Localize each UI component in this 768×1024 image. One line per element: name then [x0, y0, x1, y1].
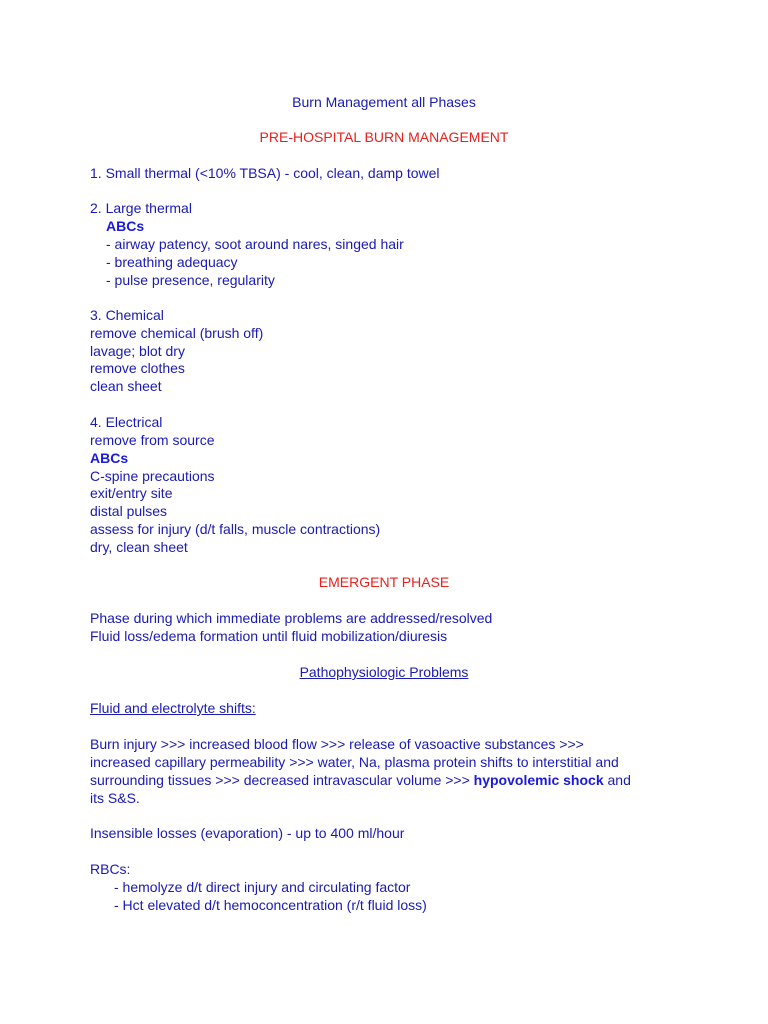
rbc-bullet: - Hct elevated d/t hemoconcentration (r/t fluid loss)	[114, 897, 427, 913]
emergent-heading: EMERGENT PHASE	[318, 574, 450, 590]
document-title: Burn Management all Phases	[292, 94, 476, 110]
item-4-line: remove from source	[90, 432, 215, 448]
rbc-bullet: - hemolyze d/t direct injury and circulating factor	[114, 879, 411, 895]
burn-paragraph-line: increased capillary permeability >>> water, Na, plasma protein shifts to interstitial and	[90, 754, 619, 770]
burn-paragraph-line	[90, 772, 631, 789]
item-3-line: remove clothes	[90, 360, 185, 376]
item-4-line: exit/entry site	[90, 485, 173, 501]
fluid-electrolyte-heading: Fluid and electrolyte shifts:	[90, 700, 256, 716]
item-2-bullet: - airway patency, soot around nares, singed hair	[106, 236, 404, 252]
item-2-abcs: ABCs	[106, 218, 145, 234]
burn-line3-tail: and	[603, 772, 631, 788]
prehospital-item-2-label: 2. Large thermal	[90, 200, 192, 216]
emergent-intro-line: Fluid loss/edema formation until fluid mobilization/diuresis	[90, 628, 448, 644]
emergent-intro-line: Phase during which immediate problems are addressed/resolved	[90, 610, 493, 626]
burn-line3-text: surrounding tissues >>> decreased intravascular volume >>>	[90, 772, 474, 788]
item-3-line: lavage; blot dry	[90, 343, 185, 359]
hypovolemic-shock-term: hypovolemic shock	[473, 772, 604, 788]
rbc-label: RBCs:	[90, 861, 131, 877]
item-4-abcs: ABCs	[90, 450, 129, 466]
item-4-line: distal pulses	[90, 503, 168, 519]
item-2-bullet: - pulse presence, regularity	[106, 272, 275, 288]
item-3-line: remove chemical (brush off)	[90, 325, 264, 341]
item-4-line: dry, clean sheet	[90, 539, 188, 555]
prehospital-item-3-label: 3. Chemical	[90, 307, 164, 323]
prehospital-item-1: 1. Small thermal (<10% TBSA) - cool, clean, damp towel	[90, 165, 440, 181]
prehospital-heading: PRE-HOSPITAL BURN MANAGEMENT	[259, 129, 509, 145]
item-4-line: assess for injury (d/t falls, muscle contractions)	[90, 521, 381, 537]
pathophysiologic-subheading: Pathophysiologic Problems	[299, 664, 469, 680]
burn-paragraph-line: its S&S.	[90, 790, 140, 806]
burn-paragraph-line: Burn injury >>> increased blood flow >>> release of vasoactive substances >>>	[90, 736, 584, 752]
item-3-line: clean sheet	[90, 378, 162, 394]
item-2-bullet: - breathing adequacy	[106, 254, 238, 270]
insensible-losses: Insensible losses (evaporation) - up to 400 ml/hour	[90, 825, 405, 841]
prehospital-item-4-label: 4. Electrical	[90, 414, 163, 430]
item-4-line: C-spine precautions	[90, 468, 215, 484]
